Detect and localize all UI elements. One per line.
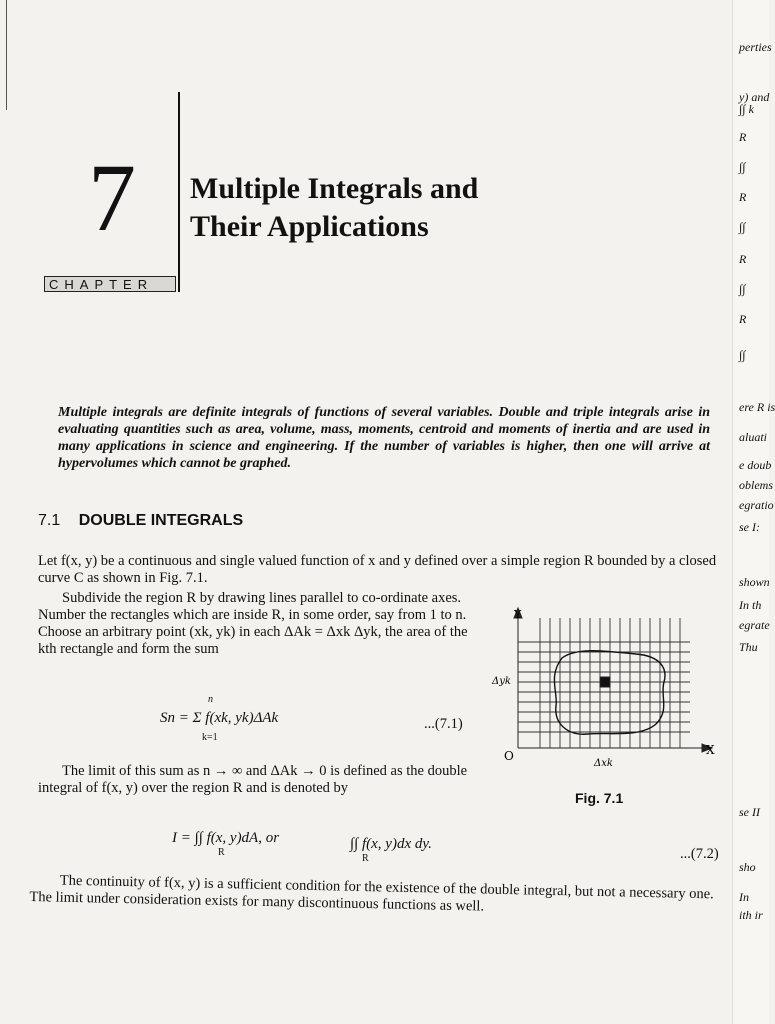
paragraph-subdivide: Subdivide the region R by drawing lines parallel to co-ordinate axes. Number the rectangles which are inside R, in some order, say from 1 to n. Choose an arbitrary point (xk, yk) in each ΔAk = Δxk Δyk, the area of the kth rectangle and form the sum [38,590,468,657]
margin-fragment: ∫∫ [739,220,746,234]
chapter-abstract: Multiple integrals are definite integrals of functions of several variables. Double and triple integrals arise in evaluating quantities such as area, volume, mass, moments, centroid and moments of inertia and are used in many applications in science and engineering. If the number of variables is higher, then one will arrive at hypervolumes which cannot be graphed. [58,405,710,471]
chapter-number: 7 [88,144,136,251]
margin-fragment: ∫∫ [739,282,746,296]
sum-upper-limit: n [208,694,213,705]
chapter-divider [178,92,180,292]
double-integral-dA: I = ∫∫ f(x, y)dA, or [172,830,280,846]
dx-label: Δxk [594,758,613,769]
paragraph-continuity: The continuity of f(x, y) is a sufficient condition for the existence of the double integral, but not a necessary one. The limit under consideration exists for many discontinuous functions as well. [29,872,714,915]
x-axis-label: X [706,743,715,757]
adjacent-page-margin [732,0,775,1024]
margin-fragment: egrate [739,618,770,632]
equation-sum [160,694,279,743]
margin-fragment: oblems [739,478,773,492]
margin-fragment: aluati [739,430,768,444]
margin-fragment: R [739,312,747,326]
double-integral-dxdy: ∫∫ f(x, y)dx dy. [350,836,432,852]
margin-fragment: sho [739,860,756,874]
equation-double-integral [172,830,279,858]
margin-fragment: se II [739,805,760,819]
margin-fragment: ∫∫ [739,348,746,362]
region-subscript-2: R [362,853,369,864]
chapter-title-line2: Their Applications [190,210,429,243]
selected-rectangle [600,677,610,687]
margin-fragment: ∫∫ k [739,102,754,116]
sum-lower-limit: k=1 [202,732,218,743]
chapter-title [190,170,478,246]
paragraph-limit: The limit of this sum as n → ∞ and ΔAk → 0 is defined as the double integral of f(x, y) over the region R and is denoted by [38,763,468,796]
margin-fragment: y) and [739,90,770,104]
margin-fragment: ere R is [739,400,775,414]
figure-region-grid [490,606,720,778]
margin-fragment: Thu [739,640,758,654]
dy-label: Δyk [492,676,511,687]
region-subscript-1: R [218,847,225,858]
paragraph-intro: Let f(x, y) be a continuous and single valued function of x and y defined over a simple region R bounded by a closed curve C as shown in Fig. 7.1. [38,553,717,586]
equation-number-7-1: ...(7.1) [424,716,463,732]
margin-fragment: e doub [739,458,772,472]
margin-fragment: ith ir [739,908,763,922]
chapter-tag: CHAPTER [44,276,176,292]
margin-fragment: In [739,890,749,904]
equation-double-integral-dxdy [350,836,432,864]
margin-fragment: shown [739,575,770,589]
sum-expression: Sn = Σ f(xk, yk)ΔAk [160,710,279,726]
figure-caption: Fig. 7.1 [575,790,624,806]
margin-fragment: se I: [739,520,760,534]
margin-fragment: ∫∫ [739,160,746,174]
section-title: DOUBLE INTEGRALS [78,512,244,529]
chapter-title-line1: Multiple Integrals and [190,172,479,205]
origin-label: O [504,749,514,763]
equation-number-7-2: ...(7.2) [680,846,719,862]
margin-fragment: In th [739,598,762,612]
margin-fragment: R [739,130,747,144]
margin-fragment: R [739,252,747,266]
margin-fragment: perties [739,40,772,54]
section-number: 7.1 [38,512,61,529]
margin-fragment: egratio [739,498,774,512]
section-heading [38,512,243,530]
page-edge-line [6,0,7,110]
y-axis-label: Y [514,608,522,621]
margin-fragment: R [739,190,747,204]
